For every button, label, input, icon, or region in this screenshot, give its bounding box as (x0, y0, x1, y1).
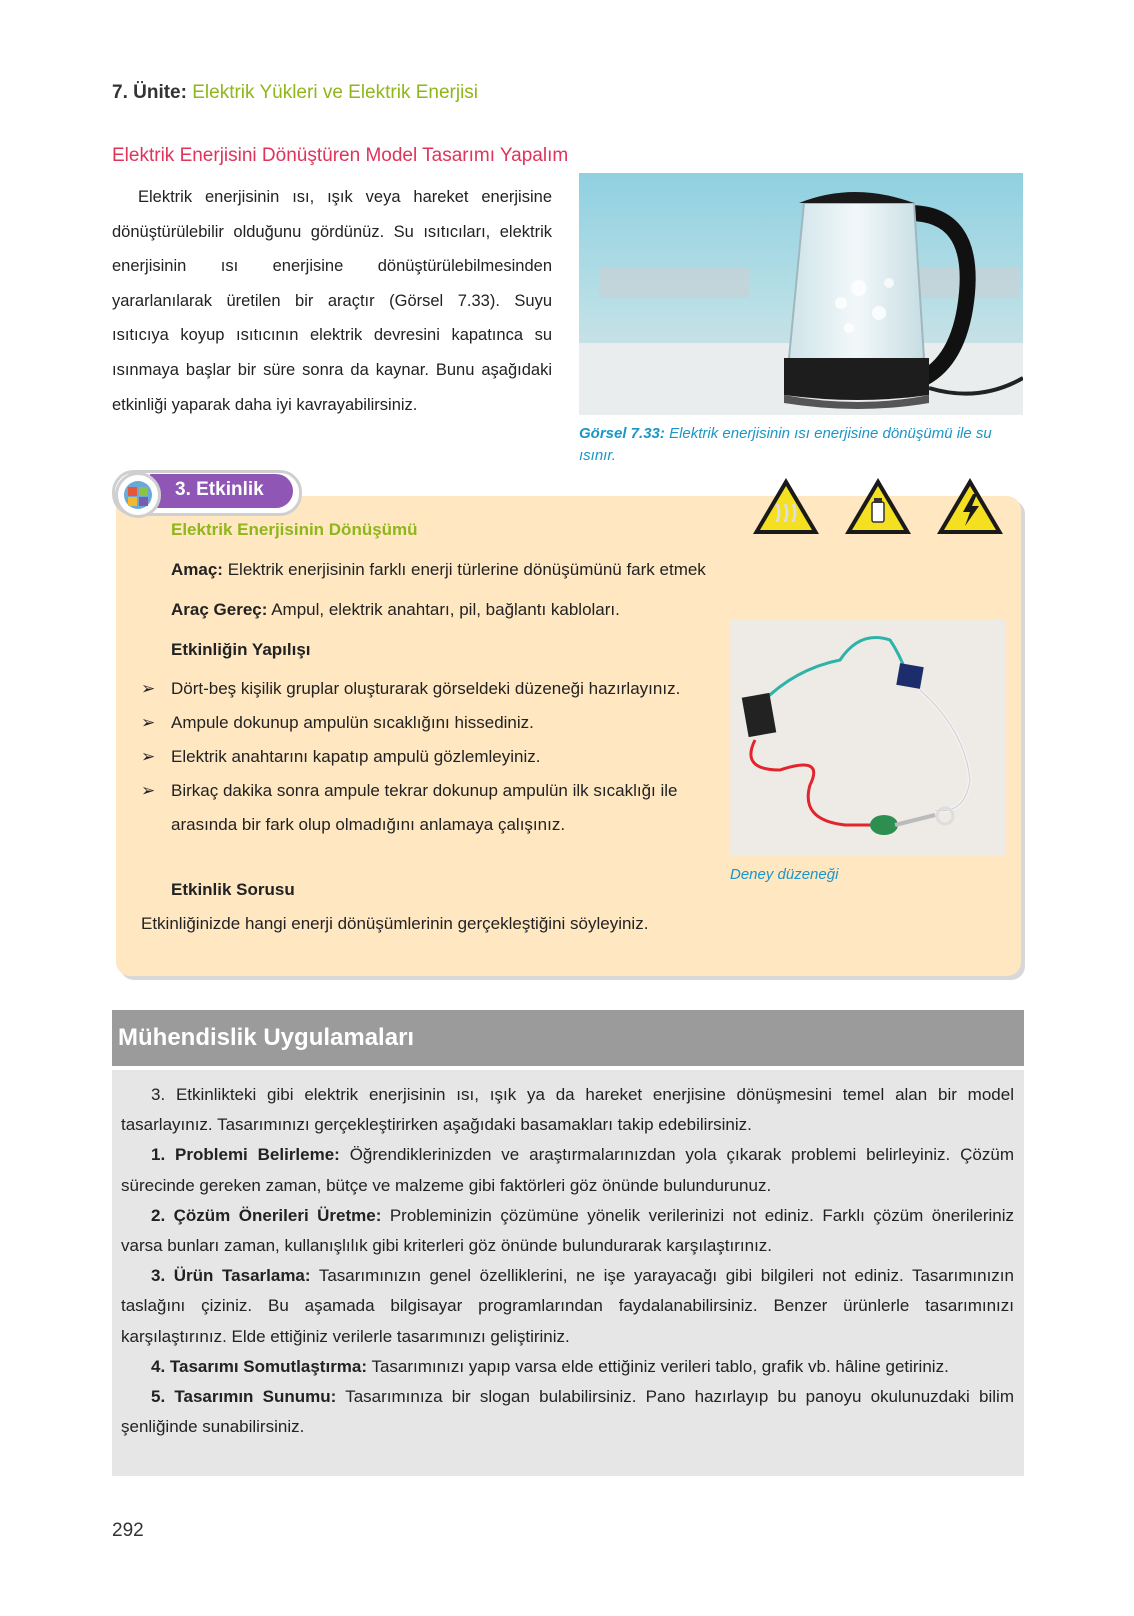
steps-title: Etkinliğin Yapılışı (171, 640, 311, 659)
arrow-bullet-icon: ➢ (141, 713, 156, 732)
step-item: ➢ Birkaç dakika sonra ampule tekrar dokunup ampulün ilk sıcaklığı ile arasında bir fark olup olmadığını anlamaya çalışınız. (141, 774, 711, 842)
tools-text: Ampul, elektrik anahtarı, pil, bağlantı kabloları. (271, 600, 620, 619)
engineering-step: 2. Çözüm Önerileri Üretme: Probleminizin çözümüne yönelik verilerinizi not ediniz. Farklı çözüm önerileriniz varsa bunları zaman, kullanışlılık gibi kriterleri göz önünde bulundurarak karşılaştırınız. (121, 1205, 1015, 1256)
engineering-step: 1. Problemi Belirleme: Öğrendiklerinizden ve araştırmalarınızdan yola çıkarak problemi belirleyiniz. Çözüm sürecinde gereken zaman, bütçe ve malzeme gibi faktörleri göz önünde bulundurunuz. (121, 1145, 1014, 1195)
circuit-caption: Deney düzeneği (730, 866, 839, 883)
activity-tab-label: 3. Etkinlik (175, 479, 264, 500)
section-title: Elektrik Enerjisini Dönüştüren Model Tasarımı Yapalım (112, 145, 569, 166)
engineering-intro: 3. Etkinlikteki gibi elektrik enerjisinin ısı, ışık ya da hareket enerjisine dönüşmesini temel alan bir model tasarlayınız. Tasarımınızı gerçekleştirirken aşağıdaki basamakları takip edebilirsiniz. (121, 1085, 1014, 1135)
engineering-title: Mühendislik Uygulamaları (118, 1024, 415, 1051)
kettle-photo (579, 173, 1023, 415)
step-item: ➢ Elektrik anahtarını kapatıp ampulü gözlemleyiniz. (141, 740, 711, 774)
page-number: 292 (112, 1520, 144, 1541)
intro-paragraph: Elektrik enerjisinin ısı, ışık veya hareket enerjisine dönüştürülebilir olduğunu gördünüz. Su ısıtıcıları, elektrik enerjisinin ısı enerjisine dönüştürülebilmesinden yararlanılarak üretilen bir araçtır (Görsel 7.33). Suyu ısıtıcıya koyup ısıtıcının elektrik devresini kapatınca su ısınmaya başlar bir süre sonra da kaynar. Bunu aşağıdaki etkinliği yaparak daha iyi kavrayabilirsiniz. (112, 188, 552, 414)
purpose-text: Elektrik enerjisinin farklı enerji türlerine dönüşümünü fark etmek (227, 560, 706, 579)
chemical-warning-icon (845, 478, 911, 534)
activity-icon (115, 472, 161, 518)
engineering-text (121, 1080, 1014, 1442)
activity-steps (141, 672, 711, 842)
engineering-step: 5. Tasarımın Sunumu: Tasarımınıza bir slogan bulabilirsiniz. Pano hazırlayıp bu panoyu okulunuzdaki bilim şenliğinde sunabilirsiniz. (121, 1387, 1014, 1437)
question-title: Etkinlik Sorusu (171, 880, 295, 899)
warning-icons (751, 474, 1006, 538)
kettle-caption (579, 423, 1024, 467)
step-item: ➢ Ampule dokunup ampulün sıcaklığını hissediniz. (141, 706, 711, 740)
step-item: ➢ Dört-beş kişilik gruplar oluşturarak görseldeki düzeneği hazırlayınız. (141, 672, 711, 706)
activity-tools (171, 600, 620, 620)
circuit-photo (730, 620, 1005, 855)
engineering-step: 4. Tasarımı Somutlaştırma: Tasarımınızı yapıp varsa elde ettiğiniz verileri tablo, grafik vb. hâline getiriniz. (151, 1356, 949, 1376)
intro-text (112, 180, 552, 422)
unit-name: Elektrik Yükleri ve Elektrik Enerjisi (192, 82, 479, 103)
arrow-bullet-icon: ➢ (141, 747, 156, 766)
activity-purpose (171, 560, 706, 580)
kettle-caption-text: Elektrik enerjisinin ısı enerjisine dönüşümü ile su ısınır. (579, 425, 992, 464)
tools-label: Araç Gereç: (171, 600, 268, 619)
unit-header (112, 82, 478, 104)
arrow-bullet-icon: ➢ (141, 679, 156, 698)
question-text: Etkinliğinizde hangi enerji dönüşümlerinin gerçekleştiğini söyleyiniz. (141, 914, 649, 933)
hot-surface-warning-icon (753, 478, 819, 534)
arrow-bullet-icon: ➢ (141, 781, 156, 800)
activity-subtitle: Elektrik Enerjisinin Dönüşümü (171, 520, 418, 539)
electric-shock-warning-icon (937, 478, 1003, 534)
unit-number: 7. Ünite: (112, 82, 187, 103)
purpose-label: Amaç: (171, 560, 223, 579)
kettle-caption-label: Görsel 7.33: (579, 425, 665, 442)
engineering-step: 3. Ürün Tasarlama: Tasarımınızın genel özelliklerini, ne işe yarayacağı gibi bilgileri not ediniz. Tasarımınızın taslağını çiziniz. Bu aşamada bilgisayar programlarından faydalanabilirsiniz. Benzer ürünlerle tasarımınızı karşılaştırınız. Elde ettiğiniz verilerle tasarımınızı geliştiriniz. (121, 1266, 1014, 1346)
